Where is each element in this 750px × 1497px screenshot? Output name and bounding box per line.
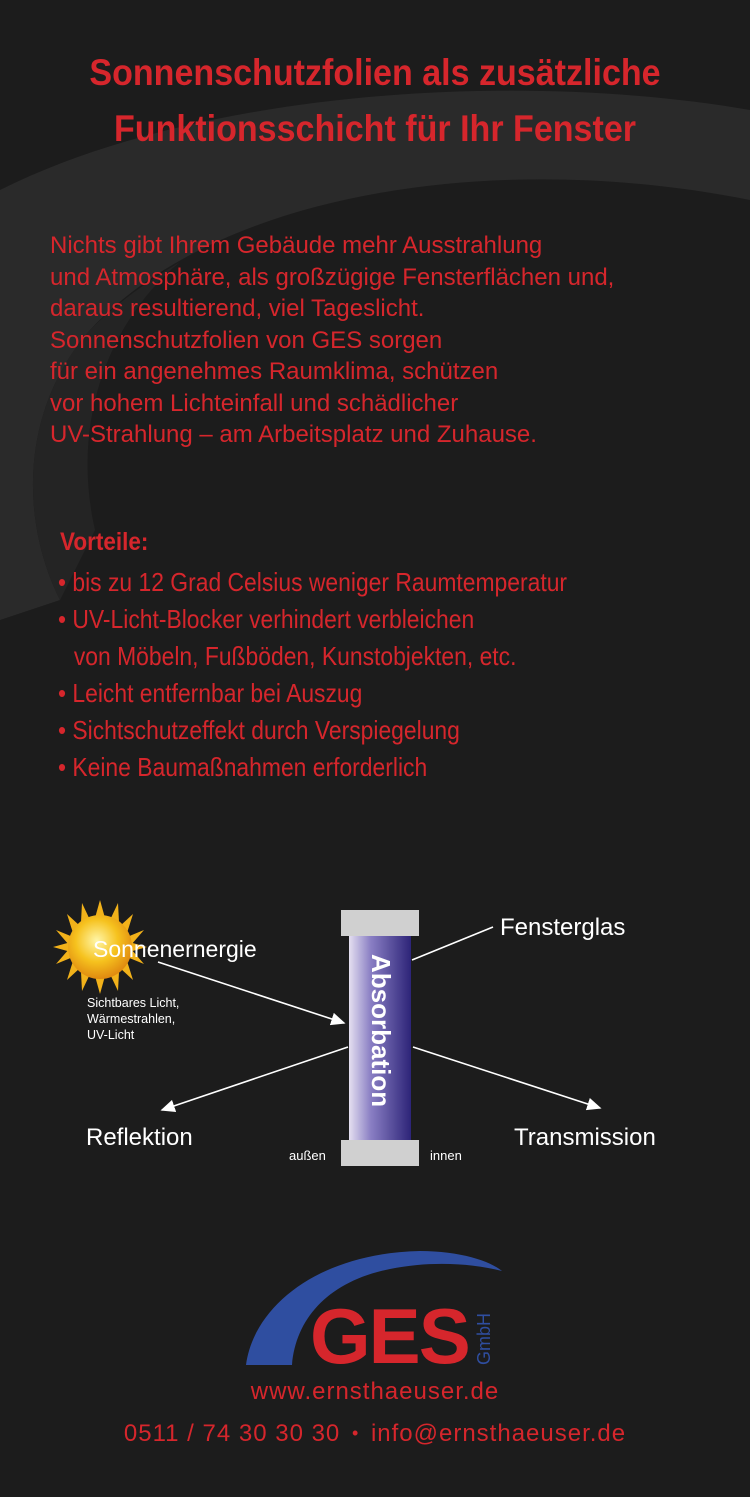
window-film-diagram bbox=[0, 890, 750, 1190]
intro-line: UV-Strahlung – am Arbeitsplatz und Zuhause. bbox=[50, 421, 537, 448]
transmission-arrow bbox=[413, 1047, 600, 1108]
logo-text: GES bbox=[310, 1292, 469, 1375]
list-item: • UV-Licht-Blocker verhindert verbleichen bbox=[58, 604, 475, 634]
list-item: • bis zu 12 Grad Celsius weniger Raumtemperatur bbox=[58, 567, 568, 597]
outside-label: außen bbox=[289, 1148, 326, 1163]
intro-line: daraus resultierend, viel Tageslicht. bbox=[50, 295, 425, 322]
reflection-arrow bbox=[162, 1047, 348, 1110]
intro-line: vor hohem Lichteinfall und schädlicher bbox=[50, 389, 459, 417]
sun-label: Sonnenernergie bbox=[93, 936, 257, 962]
glass-top-cap bbox=[341, 910, 419, 936]
list-item: • Sichtschutzeffekt durch Verspiegelung bbox=[58, 715, 460, 745]
title-line-2: Funktionsschicht für Ihr Fenster bbox=[113, 108, 637, 149]
intro-line: Sonnenschutzfolien von GES sorgen bbox=[50, 326, 443, 354]
inside-label: innen bbox=[430, 1148, 462, 1163]
list-item: • Keine Baumaßnahmen erforderlich bbox=[58, 752, 428, 782]
incoming-arrow bbox=[158, 962, 344, 1023]
advantages-list bbox=[58, 564, 567, 786]
sun-sublabel: Sichtbares Licht, bbox=[87, 996, 180, 1010]
transmission-label: Transmission bbox=[514, 1124, 656, 1151]
title-line-1: Sonnenschutzfolien als zusätzliche bbox=[89, 52, 661, 93]
ges-logo bbox=[240, 1245, 510, 1375]
separator-bullet: • bbox=[351, 1423, 360, 1443]
logo-suffix: GmbH bbox=[474, 1312, 494, 1365]
glass-label: Fensterglas bbox=[500, 914, 626, 941]
sun-sublabel: Wärmestrahlen, bbox=[87, 1012, 176, 1026]
list-item: • Leicht entfernbar bei Auszug bbox=[58, 678, 363, 708]
glass-bottom-cap bbox=[341, 1140, 419, 1166]
sun-sublabel: UV-Licht bbox=[87, 1028, 135, 1042]
list-item-continuation: von Möbeln, Fußböden, Kunstobjekten, etc. bbox=[73, 641, 517, 671]
intro-line: für ein angenehmes Raumklima, schützen bbox=[50, 358, 499, 385]
email-address[interactable]: info@ernsthaeuser.de bbox=[370, 1420, 627, 1447]
intro-line: Nichts gibt Ihrem Gebäude mehr Ausstrahlung bbox=[50, 232, 543, 259]
phone-number[interactable]: 0511 / 74 30 30 30 bbox=[123, 1420, 341, 1447]
advantages-heading: Vorteile: bbox=[60, 528, 149, 556]
intro-line: und Atmosphäre, als großzügige Fensterflächen und, bbox=[50, 263, 615, 291]
absorption-label: Absorbation bbox=[366, 954, 396, 1108]
website-url[interactable]: www.ernsthaeuser.de bbox=[250, 1378, 500, 1405]
contact-line bbox=[0, 1420, 750, 1448]
intro-paragraph bbox=[50, 230, 614, 451]
glass-pointer-line bbox=[412, 927, 493, 960]
reflection-label: Reflektion bbox=[86, 1124, 193, 1151]
